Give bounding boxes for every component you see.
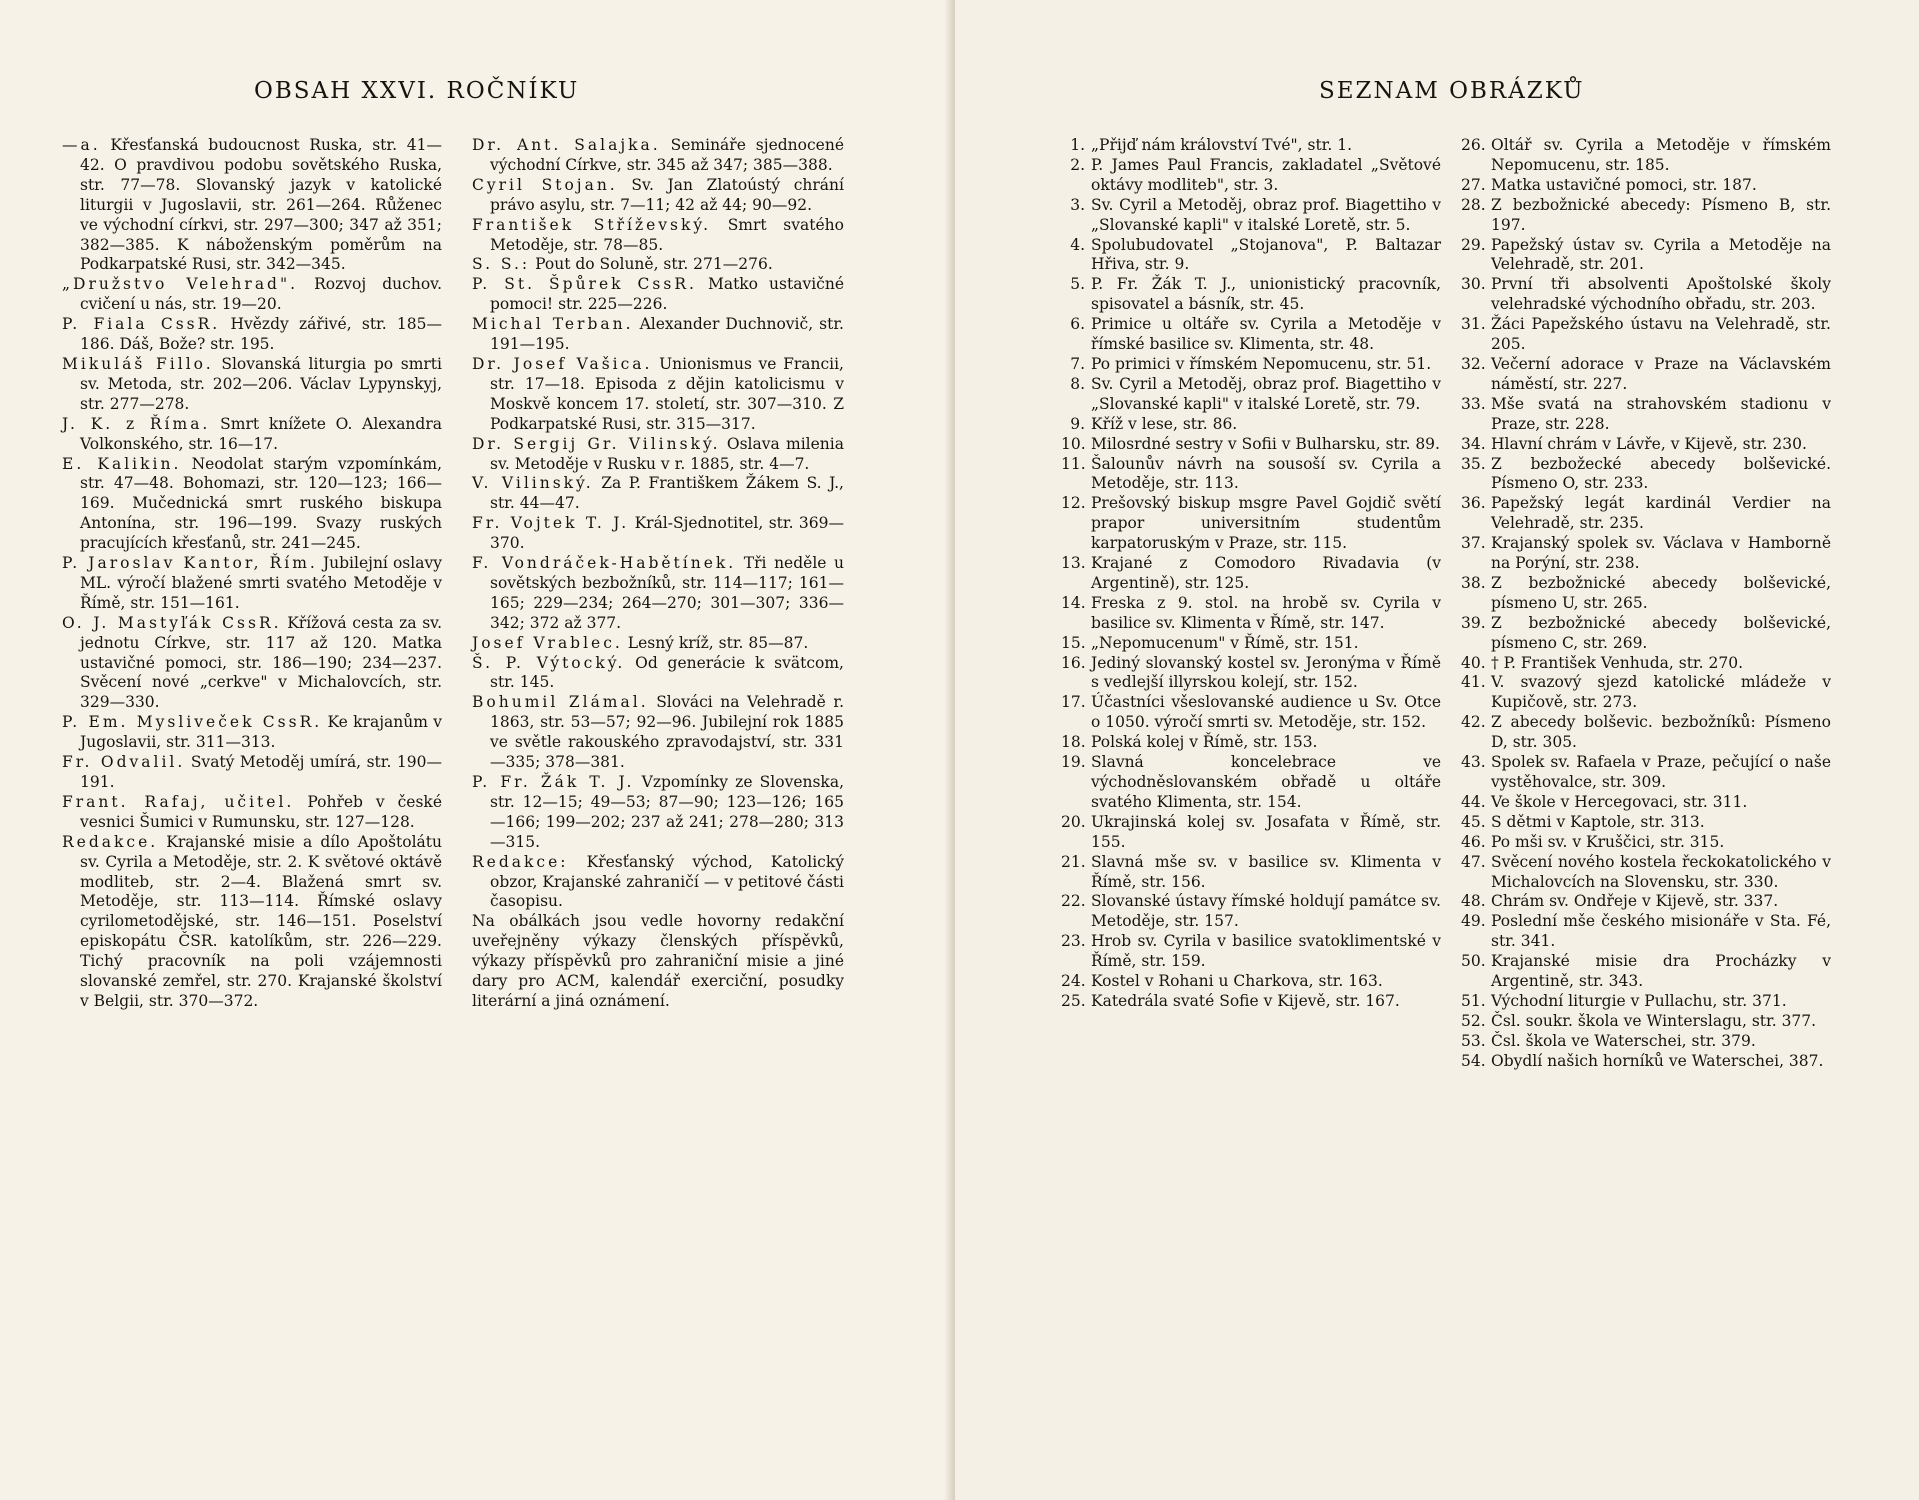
- entry-author: P. Fr. Žák T. J.: [472, 773, 635, 791]
- figure-entry: [1461, 833, 1831, 853]
- entry-author: V. Vilinský.: [472, 474, 594, 493]
- figure-number: 51.: [1461, 991, 1486, 1010]
- figure-entry: [1061, 196, 1441, 236]
- figure-entry: [1061, 753, 1441, 813]
- figure-entry: [1061, 315, 1441, 355]
- figure-entry: [1061, 554, 1441, 594]
- figure-number: 7.: [1070, 354, 1085, 373]
- figure-entry: [1461, 793, 1831, 813]
- figure-entry: [1061, 693, 1441, 733]
- figure-caption: Krajanské misie dra Procházky v Argentině, str. 343.: [1491, 952, 1831, 991]
- contents-title: OBSAH XXVI. ROČNÍKU: [254, 78, 580, 104]
- entry-text: Ke krajanům v Jugoslavii, str. 311—313.: [80, 713, 442, 752]
- entry-text: Semináře sjednocené východní Církve, str. 345 až 347; 385—388.: [490, 136, 844, 174]
- entry-author: Michal Terban.: [472, 315, 634, 334]
- entry-text: Matko ustavičné pomoci! str. 225—226.: [490, 275, 844, 314]
- figure-caption: Východní liturgie v Pullachu, str. 371.: [1491, 991, 1787, 1010]
- contents-entry: [472, 315, 844, 355]
- figure-caption: První tři absolventi Apoštolské školy velehradské východního obřadu, str. 203.: [1491, 275, 1831, 314]
- figure-number: 22.: [1061, 892, 1086, 911]
- figure-entry: [1461, 1032, 1831, 1052]
- figure-number: 53.: [1461, 1031, 1486, 1050]
- cover-note: Na obálkách jsou vedle hovorny redakční uveřejněny výkazy členských příspěvků, výkazy příspěvků pro zahraniční misie a jiné dary pro ACM, kalendář exerciční, posudky literární a jiná oznámení.: [472, 912, 844, 1010]
- figure-entry: [1461, 196, 1831, 236]
- contents-entry: [472, 773, 844, 853]
- contents-entry: [472, 853, 844, 913]
- entry-author: Redakce:: [472, 852, 569, 871]
- figure-entry: [1461, 435, 1831, 455]
- figure-caption: Šalounův návrh na sousoší sv. Cyrila a Metoděje, str. 113.: [1091, 454, 1441, 493]
- entry-author: Dr. Josef Vašica.: [472, 354, 653, 373]
- figure-number: 9.: [1070, 414, 1085, 433]
- figure-number: 1.: [1070, 136, 1085, 154]
- figure-entry: [1061, 136, 1441, 156]
- figure-number: 12.: [1061, 494, 1086, 513]
- entry-text: Tři neděle u sovětských bezbožníků, str. 114—117; 161—165; 229—234; 264—270; 301—307; 336—342; 372 až 377.: [490, 554, 844, 632]
- figure-number: 47.: [1461, 852, 1486, 871]
- entry-author: —a.: [62, 136, 101, 154]
- figure-caption: Svěcení nového kostela řeckokatolického v Michalovcích na Slovensku, str. 330.: [1491, 852, 1831, 891]
- figure-caption: „Nepomucenum" v Římě, str. 151.: [1091, 633, 1359, 652]
- figure-number: 27.: [1461, 175, 1486, 194]
- figure-entry: [1061, 654, 1441, 694]
- figure-entry: [1461, 355, 1831, 395]
- figure-caption: Slavná mše sv. v basilice sv. Klimenta v Římě, str. 156.: [1091, 852, 1441, 891]
- contents-column-2: [472, 136, 844, 1012]
- figure-entry: [1061, 435, 1441, 455]
- figure-entry: [1461, 136, 1831, 176]
- figure-entry: [1061, 415, 1441, 435]
- entry-author: Frant. Rafaj, učitel.: [62, 792, 295, 811]
- figure-entry: [1461, 992, 1831, 1012]
- figure-number: 49.: [1461, 912, 1486, 931]
- figure-number: 30.: [1461, 275, 1486, 294]
- figure-caption: Účastníci všeslovanské audience u Sv. Otce o 1050. výročí smrti sv. Metoděje, str. 152.: [1091, 693, 1441, 732]
- figure-caption: Ukrajinská kolej sv. Josafata v Římě, str. 155.: [1091, 812, 1441, 851]
- contents-entry: [62, 713, 442, 753]
- figure-entry: [1061, 813, 1441, 853]
- contents-entry: [62, 455, 442, 555]
- figure-number: 14.: [1061, 593, 1086, 612]
- figure-caption: Poslední mše českého misionáře v Sta. Fé, str. 341.: [1491, 912, 1831, 951]
- entry-author: P. Jaroslav Kantor, Řím.: [62, 554, 318, 573]
- contents-entry: [472, 693, 844, 773]
- figure-number: 35.: [1461, 454, 1486, 473]
- figure-caption: Z bezbožnické abecedy bolševické, písmeno C, str. 269.: [1491, 613, 1831, 652]
- figure-caption: P. James Paul Francis, zakladatel „Světové oktávy modliteb", str. 3.: [1091, 155, 1441, 194]
- contents-entry: [472, 435, 844, 475]
- figure-caption: Po mši sv. v Kruščici, str. 315.: [1491, 832, 1725, 851]
- figure-number: 6.: [1070, 315, 1085, 334]
- contents-entry: [62, 833, 442, 1012]
- figure-number: 3.: [1070, 195, 1085, 214]
- figure-entry: [1461, 236, 1831, 276]
- figure-number: 32.: [1461, 354, 1486, 373]
- figure-number: 43.: [1461, 753, 1486, 772]
- entry-author: J. K. z Říma.: [62, 414, 211, 433]
- figure-number: 26.: [1461, 136, 1486, 154]
- figures-column-1: [1061, 136, 1441, 1012]
- figure-number: 36.: [1461, 494, 1486, 513]
- entry-author: Š. P. Výtocký.: [472, 653, 626, 672]
- figure-caption: Kostel v Rohani u Charkova, str. 163.: [1091, 972, 1383, 991]
- entry-text: Krajanské misie a dílo Apoštolátu sv. Cyrila a Metoděje, str. 2. K světové oktávě modliteb, str. 2—4. Blažená smrt sv. Metoděje, str. 113—114. Římské oslavy cyrilometodějské, str. 146—151. Poselství episkopátu ČSR. katolíkům, str. 226—229. Tichý pracovník na poli vzájemnosti slovanské zemřel, str. 270. Krajanské školství v Belgii, str. 370—372.: [80, 832, 442, 1010]
- figure-number: 25.: [1061, 991, 1086, 1010]
- entry-author: Dr. Ant. Salajka.: [472, 136, 661, 154]
- figure-number: 39.: [1461, 613, 1486, 632]
- entry-text: Unionismus ve Francii, str. 17—18. Episoda z dějin katolicismu v Moskvě koncem 17. století, str. 307—310. Z Podkarpatské Rusi, str. 315—317.: [490, 354, 844, 433]
- figure-number: 19.: [1061, 753, 1086, 772]
- contents-entry: [472, 136, 844, 176]
- entry-text: Alexander Duchnovič, str. 191—195.: [490, 315, 844, 354]
- contents-entry: [472, 255, 844, 275]
- entry-text: Hvězdy zářivé, str. 185—186. Dáš, Bože? str. 195.: [80, 315, 443, 354]
- entry-text: Král-Sjednotitel, str. 369—370.: [490, 514, 844, 553]
- entry-text: Slovanská liturgia po smrti sv. Metoda, str. 202—206. Václav Lypynskyj, str. 277—278.: [80, 354, 442, 413]
- entry-author: P. Em. Mysliveček CssR.: [62, 713, 323, 732]
- contents-entry: [62, 275, 442, 315]
- figure-number: 41.: [1461, 673, 1486, 692]
- figure-number: 8.: [1070, 374, 1085, 393]
- figure-caption: Jediný slovanský kostel sv. Jeronýma v Římě s vedlejší illyrskou kolejí, str. 152.: [1091, 653, 1441, 692]
- figure-caption: Sv. Cyril a Metoděj, obraz prof. Biagettiho v „Slovanské kapli" v italské Loretě, str. 5.: [1091, 195, 1441, 234]
- contents-entry: [472, 634, 844, 654]
- contents-entry: [62, 355, 442, 415]
- figure-entry: [1061, 992, 1441, 1012]
- entry-text: Vzpomínky ze Slovenska, str. 12—15; 49—53; 87—90; 123—126; 165—166; 199—202; 237 až 241; 278—280; 313—315.: [490, 773, 844, 851]
- contents-entry: [472, 474, 844, 514]
- figure-caption: Z bezbožnické abecedy bolševické, písmeno U, str. 265.: [1491, 573, 1831, 612]
- figure-entry: [1461, 1052, 1831, 1072]
- figure-number: 46.: [1461, 832, 1486, 851]
- entry-author: Fr. Odvalil.: [62, 753, 186, 772]
- contents-entry: [62, 753, 442, 793]
- figure-entry: [1061, 594, 1441, 634]
- entry-author: P. Fiala CssR.: [62, 315, 221, 334]
- entry-text: Za P. Františkem Žákem S. J., str. 44—47.: [490, 474, 844, 513]
- figure-number: 42.: [1461, 713, 1486, 732]
- figure-number: 31.: [1461, 315, 1486, 334]
- figure-caption: Slavná koncelebrace ve východněslovanském obřadě u oltáře svatého Klimenta, str. 154.: [1091, 753, 1441, 811]
- figure-number: 13.: [1061, 554, 1086, 573]
- figure-number: 44.: [1461, 792, 1486, 811]
- figure-caption: Hrob sv. Cyrila v basilice svatoklimentské v Římě, str. 159.: [1091, 932, 1441, 971]
- figure-entry: [1461, 673, 1831, 713]
- figure-entry: [1461, 574, 1831, 614]
- figure-caption: Z bezbožnické abecedy: Písmeno B, str. 197.: [1491, 195, 1831, 234]
- figure-entry: [1061, 733, 1441, 753]
- figure-caption: Obydlí našich horníků ve Waterschei, 387.: [1491, 1051, 1824, 1070]
- entry-author: František Stříževský.: [472, 215, 712, 234]
- entry-author: F. Vondráček-Habětínek.: [472, 554, 737, 573]
- entry-text: Oslava milenia sv. Metoděje v Rusku v r. 1885, str. 4—7.: [490, 434, 844, 473]
- figure-number: 34.: [1461, 434, 1486, 453]
- contents-entry: [472, 554, 844, 634]
- entry-author: „Družstvo Velehrad".: [62, 275, 299, 294]
- figure-caption: Čsl. škola ve Waterschei, str. 379.: [1491, 1031, 1756, 1050]
- figure-number: 45.: [1461, 812, 1486, 831]
- entry-author: Fr. Vojtek T. J.: [472, 514, 630, 533]
- entry-author: Josef Vrablec.: [472, 633, 623, 652]
- figure-caption: Po primici v římském Nepomucenu, str. 51.: [1091, 354, 1432, 373]
- figure-number: 2.: [1070, 155, 1085, 174]
- entry-author: P. St. Špůrek CssR.: [472, 275, 697, 294]
- figure-number: 23.: [1061, 932, 1086, 951]
- entry-author: S. S.:: [472, 255, 531, 274]
- entry-text: Pohřeb v české vesnici Šumici v Rumunsku, str. 127—128.: [80, 792, 442, 831]
- figure-caption: Prešovský biskup msgre Pavel Gojdič světí prapor universitním studentům karpatoruským v Praze, str. 115.: [1091, 494, 1441, 553]
- entry-author: O. J. Mastyľák CssR.: [62, 613, 282, 632]
- figure-caption: Čsl. soukr. škola ve Winterslagu, str. 377.: [1491, 1011, 1817, 1030]
- figure-caption: Spolubudovatel „Stojanova", P. Baltazar Hřiva, str. 9.: [1091, 235, 1441, 274]
- contents-entry: [62, 315, 442, 355]
- entry-text: Rozvoj duchov. cvičení u nás, str. 19—20.: [80, 275, 442, 314]
- figure-number: 52.: [1461, 1011, 1486, 1030]
- figure-entry: [1461, 534, 1831, 574]
- figure-caption: Z bezbožecké abecedy bolševické. Písmeno O, str. 233.: [1491, 454, 1831, 493]
- figure-entry: [1461, 952, 1831, 992]
- entry-text: Pout do Soluně, str. 271—276.: [535, 255, 773, 274]
- figure-caption: Matka ustavičné pomoci, str. 187.: [1491, 175, 1757, 194]
- figure-entry: [1061, 355, 1441, 375]
- entry-text: Jubilejní oslavy ML. výročí blažené smrti svatého Metoděje v Římě, str. 151—161.: [80, 554, 442, 612]
- figure-caption: Milosrdné sestry v Sofii v Bulharsku, str. 89.: [1091, 434, 1440, 453]
- figure-entry: [1061, 494, 1441, 554]
- figure-caption: Polská kolej v Římě, str. 153.: [1091, 733, 1318, 752]
- figure-number: 54.: [1461, 1051, 1486, 1070]
- figure-caption: Primice u oltáře sv. Cyrila a Metoděje v římské basilice sv. Klimenta, str. 48.: [1091, 315, 1441, 354]
- figure-number: 37.: [1461, 534, 1486, 553]
- entry-author: Redakce.: [62, 832, 159, 851]
- figure-entry: [1461, 892, 1831, 912]
- figure-number: 5.: [1070, 275, 1085, 294]
- figure-number: 18.: [1061, 733, 1086, 752]
- contents-page: [0, 0, 955, 1500]
- figure-entry: [1461, 813, 1831, 833]
- figure-entry: [1461, 654, 1831, 674]
- figure-entry: [1461, 753, 1831, 793]
- figure-caption: P. Fr. Žák T. J., unionistický pracovník, spisovatel a básník, str. 45.: [1091, 275, 1441, 314]
- figure-entry: [1061, 853, 1441, 893]
- contents-entry: [62, 136, 442, 275]
- figure-entry: [1461, 176, 1831, 196]
- contents-entry: [472, 176, 844, 216]
- entry-text: Svatý Metoděj umírá, str. 190—191.: [80, 753, 442, 791]
- figure-number: 40.: [1461, 653, 1486, 672]
- figure-caption: Spolek sv. Rafaela v Praze, pečující o naše vystěhovalce, str. 309.: [1491, 753, 1831, 791]
- entry-author: Mikuláš Fillo.: [62, 354, 214, 373]
- figure-caption: Freska z 9. stol. na hrobě sv. Cyrila v basilice sv. Klimenta v Římě, str. 147.: [1091, 593, 1441, 632]
- figure-caption: Ve škole v Hercegovaci, str. 311.: [1491, 792, 1748, 811]
- figure-caption: „Přijď nám království Tvé", str. 1.: [1091, 136, 1353, 154]
- figure-number: 48.: [1461, 892, 1486, 911]
- figure-number: 24.: [1061, 972, 1086, 991]
- figure-number: 10.: [1061, 434, 1086, 453]
- figure-entry: [1061, 275, 1441, 315]
- figure-number: 11.: [1061, 454, 1086, 473]
- figure-entry: [1461, 912, 1831, 952]
- contents-column-1: [62, 136, 442, 1012]
- figure-caption: Mše svatá na strahovském stadionu v Praze, str. 228.: [1491, 394, 1831, 433]
- figure-caption: Krajanský spolek sv. Václava v Hamborně na Porýní, str. 238.: [1491, 534, 1831, 573]
- figure-entry: [1461, 395, 1831, 435]
- entry-text: Slováci na Velehradě r. 1863, str. 53—57; 92—96. Jubilejní rok 1885 ve světle rakouského zpravodajství, str. 331—335; 378—381.: [490, 693, 844, 772]
- contents-entry: [62, 554, 442, 614]
- contents-entry: [62, 614, 442, 714]
- figure-caption: Žáci Papežského ústavu na Velehradě, str. 205.: [1491, 315, 1831, 354]
- figure-entry: [1061, 892, 1441, 932]
- entry-text: Křesťanský východ, Katolický obzor, Krajanské zahraničí — v petitové části časopisu.: [490, 852, 844, 911]
- figure-number: 38.: [1461, 573, 1486, 592]
- entry-text: Sv. Jan Zlatoústý chrání právo asylu, str. 7—11; 42 až 44; 90—92.: [490, 175, 844, 214]
- figure-entry: [1061, 236, 1441, 276]
- figure-number: 4.: [1070, 235, 1085, 254]
- figure-number: 50.: [1461, 952, 1486, 971]
- contents-entry: [472, 355, 844, 435]
- figure-entry: [1061, 932, 1441, 972]
- entry-author: E. Kalikin.: [62, 454, 182, 473]
- entry-text: Křesťanská budoucnost Ruska, str. 41—42. O pravdivou podobu sovětského Ruska, str. 77—78. Slovanský jazyk v katolické liturgii v Jugoslavii, str. 261—264. Růženec ve východní církvi, str. 297—300; 347 až 351; 382—385. K náboženským poměrům na Podkarpatské Rusi, str. 342—345.: [80, 136, 442, 274]
- figure-caption: Krajané z Comodoro Rivadavia (v Argentině), str. 125.: [1091, 554, 1441, 592]
- entry-text: Smrt svatého Metoděje, str. 78—85.: [490, 215, 844, 254]
- figures-page: [955, 0, 1919, 1500]
- figure-entry: [1461, 315, 1831, 355]
- figure-caption: V. svazový sjezd katolické mládeže v Kupičově, str. 273.: [1491, 673, 1831, 712]
- figure-entry: [1461, 713, 1831, 753]
- figure-caption: Papežský ústav sv. Cyrila a Metoděje na Velehradě, str. 201.: [1491, 235, 1831, 274]
- figure-number: 16.: [1061, 653, 1086, 672]
- figure-entry: [1461, 455, 1831, 495]
- figure-caption: Oltář sv. Cyrila a Metoděje v římském Nepomucenu, str. 185.: [1491, 136, 1831, 174]
- figure-entry: [1061, 455, 1441, 495]
- figure-number: 33.: [1461, 394, 1486, 413]
- figure-caption: Z abecedy bolševic. bezbožníků: Písmeno D, str. 305.: [1491, 713, 1831, 752]
- figure-caption: Hlavní chrám v Lávře, v Kijevě, str. 230.: [1491, 434, 1807, 453]
- figure-caption: Slovanské ústavy římské holdují památce sv. Metoděje, str. 157.: [1091, 892, 1441, 931]
- figure-number: 28.: [1461, 195, 1486, 214]
- figure-entry: [1061, 375, 1441, 415]
- figure-entry: [1461, 494, 1831, 534]
- contents-entry: [472, 654, 844, 694]
- figure-entry: [1061, 156, 1441, 196]
- figure-entry: [1461, 275, 1831, 315]
- figure-caption: Chrám sv. Ondřeje v Kijevě, str. 337.: [1491, 892, 1779, 911]
- figure-entry: [1461, 853, 1831, 893]
- figures-title: SEZNAM OBRÁZKŮ: [1319, 78, 1585, 104]
- entry-author: Cyril Stojan.: [472, 175, 618, 194]
- figure-number: 21.: [1061, 852, 1086, 871]
- entry-text: Smrt knížete O. Alexandra Volkonského, str. 16—17.: [80, 414, 442, 453]
- figure-caption: Kříž v lese, str. 86.: [1091, 414, 1238, 433]
- contents-entry: [62, 793, 442, 833]
- figure-entry: [1061, 972, 1441, 992]
- entry-author: Dr. Sergij Gr. Vilinský.: [472, 434, 721, 453]
- contents-entry: [472, 275, 844, 315]
- entry-author: Bohumil Zlámal.: [472, 693, 649, 712]
- figure-entry: [1061, 634, 1441, 654]
- figure-number: 29.: [1461, 235, 1486, 254]
- figure-number: 17.: [1061, 693, 1086, 712]
- figure-number: 15.: [1061, 633, 1086, 652]
- contents-entry: [62, 415, 442, 455]
- figure-caption: S dětmi v Kaptole, str. 313.: [1491, 812, 1705, 831]
- entry-text: Lesný kríž, str. 85—87.: [627, 633, 809, 652]
- contents-entry: [472, 514, 844, 554]
- figures-column-2: [1461, 136, 1831, 1072]
- figure-caption: Papežský legát kardinál Verdier na Velehradě, str. 235.: [1491, 494, 1831, 533]
- figure-entry: [1461, 614, 1831, 654]
- figure-caption: Sv. Cyril a Metoděj, obraz prof. Biagettiho v „Slovanské kapli" v italské Loretě, str. 79.: [1091, 374, 1441, 413]
- contents-entry: [472, 216, 844, 256]
- figure-caption: Katedrála svaté Sofie v Kijevě, str. 167.: [1091, 991, 1400, 1010]
- entry-text: Křížová cesta za sv. jednotu Církve, str. 117 až 120. Matka ustavičné pomoci, str. 186—190; 234—237. Svěcení nové „cerkve" v Michalovcích, str. 329—330.: [80, 613, 443, 712]
- figure-caption: Večerní adorace v Praze na Václavském náměstí, str. 227.: [1491, 354, 1831, 393]
- figure-entry: [1461, 1012, 1831, 1032]
- figure-number: 20.: [1061, 812, 1086, 831]
- figure-caption: † P. František Venhuda, str. 270.: [1491, 653, 1744, 672]
- entry-text: Neodolat starým vzpomínkám, str. 47—48. Bohomazi, str. 120—123; 166—169. Mučednická smrt ruského biskupa Antonína, str. 196—199. Svazy ruských pracujících křesťanů, str. 241—245.: [80, 454, 443, 553]
- entry-text: Od generácie k svätcom, str. 145.: [490, 653, 844, 692]
